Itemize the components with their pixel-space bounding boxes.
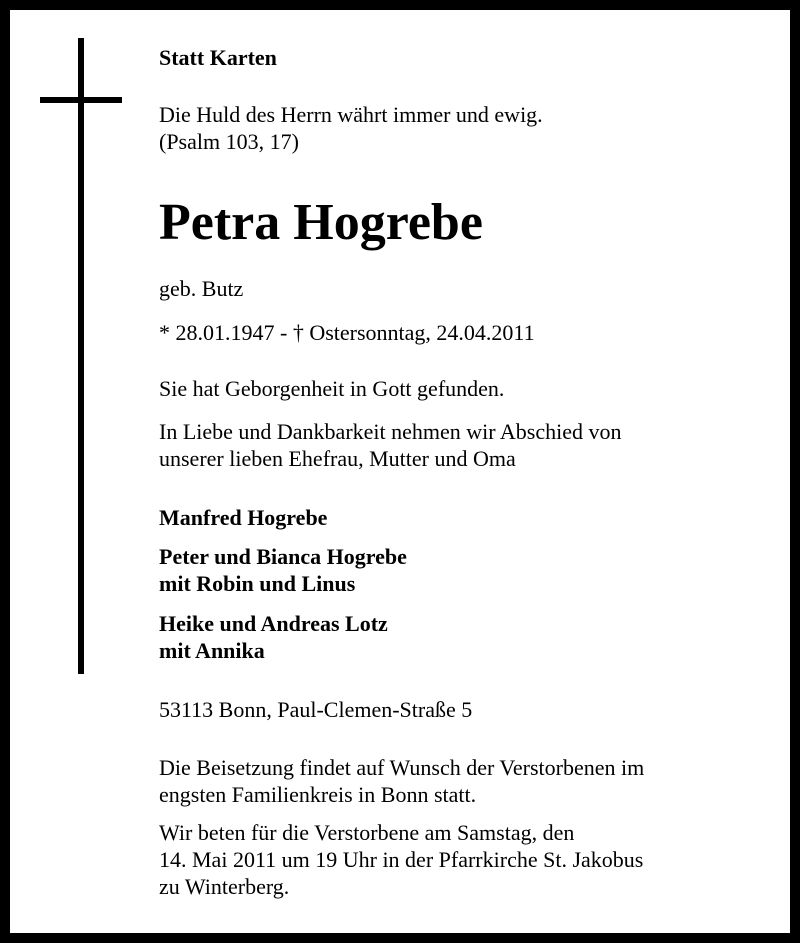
address: 53113 Bonn, Paul-Clemen-Straße 5 [159, 697, 473, 722]
mourner-3-line-2: mit Annika [159, 638, 265, 663]
cross-horizontal-bar [40, 97, 122, 103]
mourner-2-line-2: mit Robin und Linus [159, 571, 356, 596]
verse-reference: (Psalm 103, 17) [159, 129, 299, 154]
message-line-3: unserer lieben Ehefrau, Mutter und Oma [159, 446, 516, 471]
burial-line-1: Die Beisetzung findet auf Wunsch der Verstorbenen im [159, 755, 645, 780]
mourner-3-line-1: Heike und Andreas Lotz [159, 611, 388, 636]
header-statt-karten: Statt Karten [159, 45, 277, 70]
prayer-line-2: 14. Mai 2011 um 19 Uhr in der Pfarrkirche St. Jakobus [159, 847, 644, 872]
deceased-name: Petra Hogrebe [159, 194, 483, 251]
verse-line-1: Die Huld des Herrn währt immer und ewig. [159, 102, 543, 127]
life-dates: * 28.01.1947 - † Ostersonntag, 24.04.2011 [159, 320, 535, 345]
maiden-name: geb. Butz [159, 276, 244, 301]
mourner-2-line-1: Peter und Bianca Hogrebe [159, 544, 407, 569]
message-line-2: In Liebe und Dankbarkeit nehmen wir Abschied von [159, 419, 622, 444]
cross-vertical-bar [78, 38, 84, 674]
burial-line-2: engsten Familienkreis in Bonn statt. [159, 782, 477, 807]
message-line-1: Sie hat Geborgenheit in Gott gefunden. [159, 376, 505, 401]
prayer-line-3: zu Winterberg. [159, 874, 290, 899]
mourner-1: Manfred Hogrebe [159, 505, 328, 530]
prayer-line-1: Wir beten für die Verstorbene am Samstag, den [159, 820, 575, 845]
